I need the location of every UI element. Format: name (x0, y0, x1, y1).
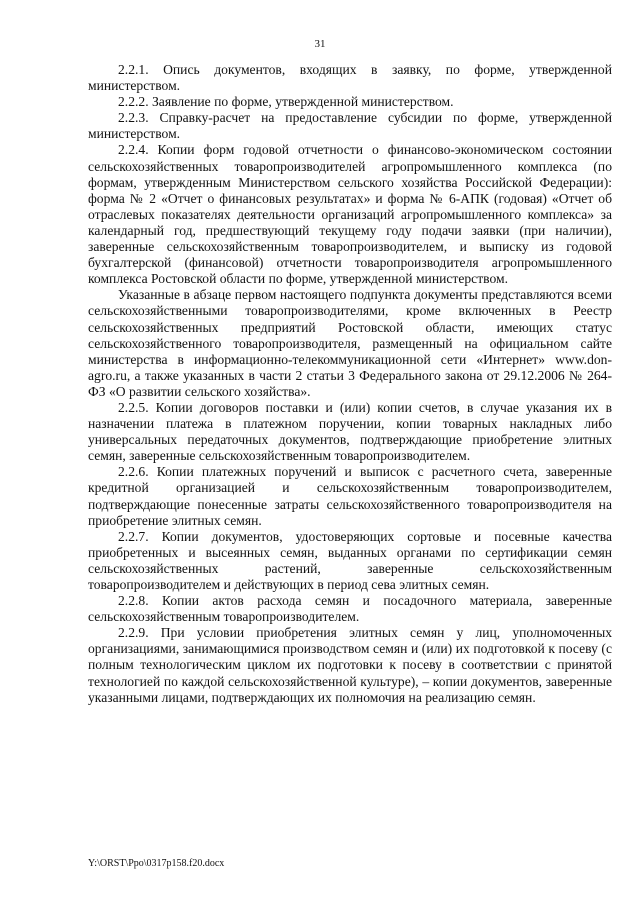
paragraph-2-2-7: 2.2.7. Копии документов, удостоверяющих сортовые и посевные качества приобретенных и высеянных семян, выданных органами по сертификации семян сельскохозяйственных растений, заверенные сельскохозяйственным товаропроизводителем и действующих в период сева элитных семян. (88, 528, 612, 592)
paragraph-2-2-6: 2.2.6. Копии платежных поручений и выписок с расчетного счета, заверенные кредитной организацией и сельскохозяйственным товаропроизводителем, подтверждающие понесенные затраты сельскохозяйственного товаропроизводителя на приобретение элитных семян. (88, 464, 612, 528)
paragraph-2-2-8: 2.2.8. Копии актов расхода семян и посадочного материала, заверенные сельскохозяйственным товаропроизводителем. (88, 593, 612, 625)
paragraph-2-2-4-note: Указанные в абзаце первом настоящего подпункта документы представляются всеми сельскохозяйственными товаропроизводителями, кроме включенных в Реестр сельскохозяйственных предприятий Ростовской области, имеющих статус сельскохозяйственного товаропроизводителя, размещенный на официальном сайте министерства в информационно-телекоммуникационной сети «Интернет» www.don-agro.ru, а также указанных в части 2 статьи 3 Федерального закона от 29.12.2006 № 264-ФЗ «О развитии сельского хозяйства». (88, 287, 612, 399)
paragraph-2-2-3: 2.2.3. Справку-расчет на предоставление субсидии по форме, утвержденной министерством. (88, 110, 612, 142)
file-path-footer: Y:\ORST\Ppo\0317p158.f20.docx (88, 858, 225, 869)
document-body (88, 62, 612, 706)
page-number: 31 (314, 38, 326, 50)
paragraph-2-2-5: 2.2.5. Копии договоров поставки и (или) копии счетов, в случае указания их в назначении платежа в платежном поручении, копии товарных накладных либо универсальных передаточных документов, подтверждающие приобретение элитных семян, заверенные сельскохозяйственным товаропроизводителем. (88, 399, 612, 464)
paragraph-2-2-4: 2.2.4. Копии форм годовой отчетности о финансово-экономическом состоянии сельскохозяйственных товаропроизводителей агропромышленного комплекса (по формам, утвержденным Министерством сельского хозяйства Российской Федерации): форма № 2 «Отчет о финансовых результатах» и форма № 6-АПК (годовая) «Отчет об отраслевых показателях деятельности организаций агропромышленного комплекса» за календарный год, предшествующий текущему году подачи заявки (при наличии), заверенные сельскохозяйственным товаропроизводителем, и выписку из годовой бухгалтерской (финансовой) отчетности товаропроизводителя агропромышленного комплекса Ростовской области по форме, утвержденной министерством. (88, 142, 612, 287)
paragraph-2-2-1: 2.2.1. Опись документов, входящих в заявку, по форме, утвержденной министерством. (88, 62, 612, 94)
paragraph-2-2-9: 2.2.9. При условии приобретения элитных семян у лиц, уполномоченных организациями, занимающимися производством семян и (или) их подготовкой к посеву (с полным технологическим циклом их подготовки к посеву в соответствии с принятой технологией по каждой сельскохозяйственной культуре), – копии документов, заверенные указанными лицами, подтверждающих их полномочия на реализацию семян. (88, 625, 612, 705)
paragraph-2-2-2: 2.2.2. Заявление по форме, утвержденной министерством. (118, 94, 454, 110)
